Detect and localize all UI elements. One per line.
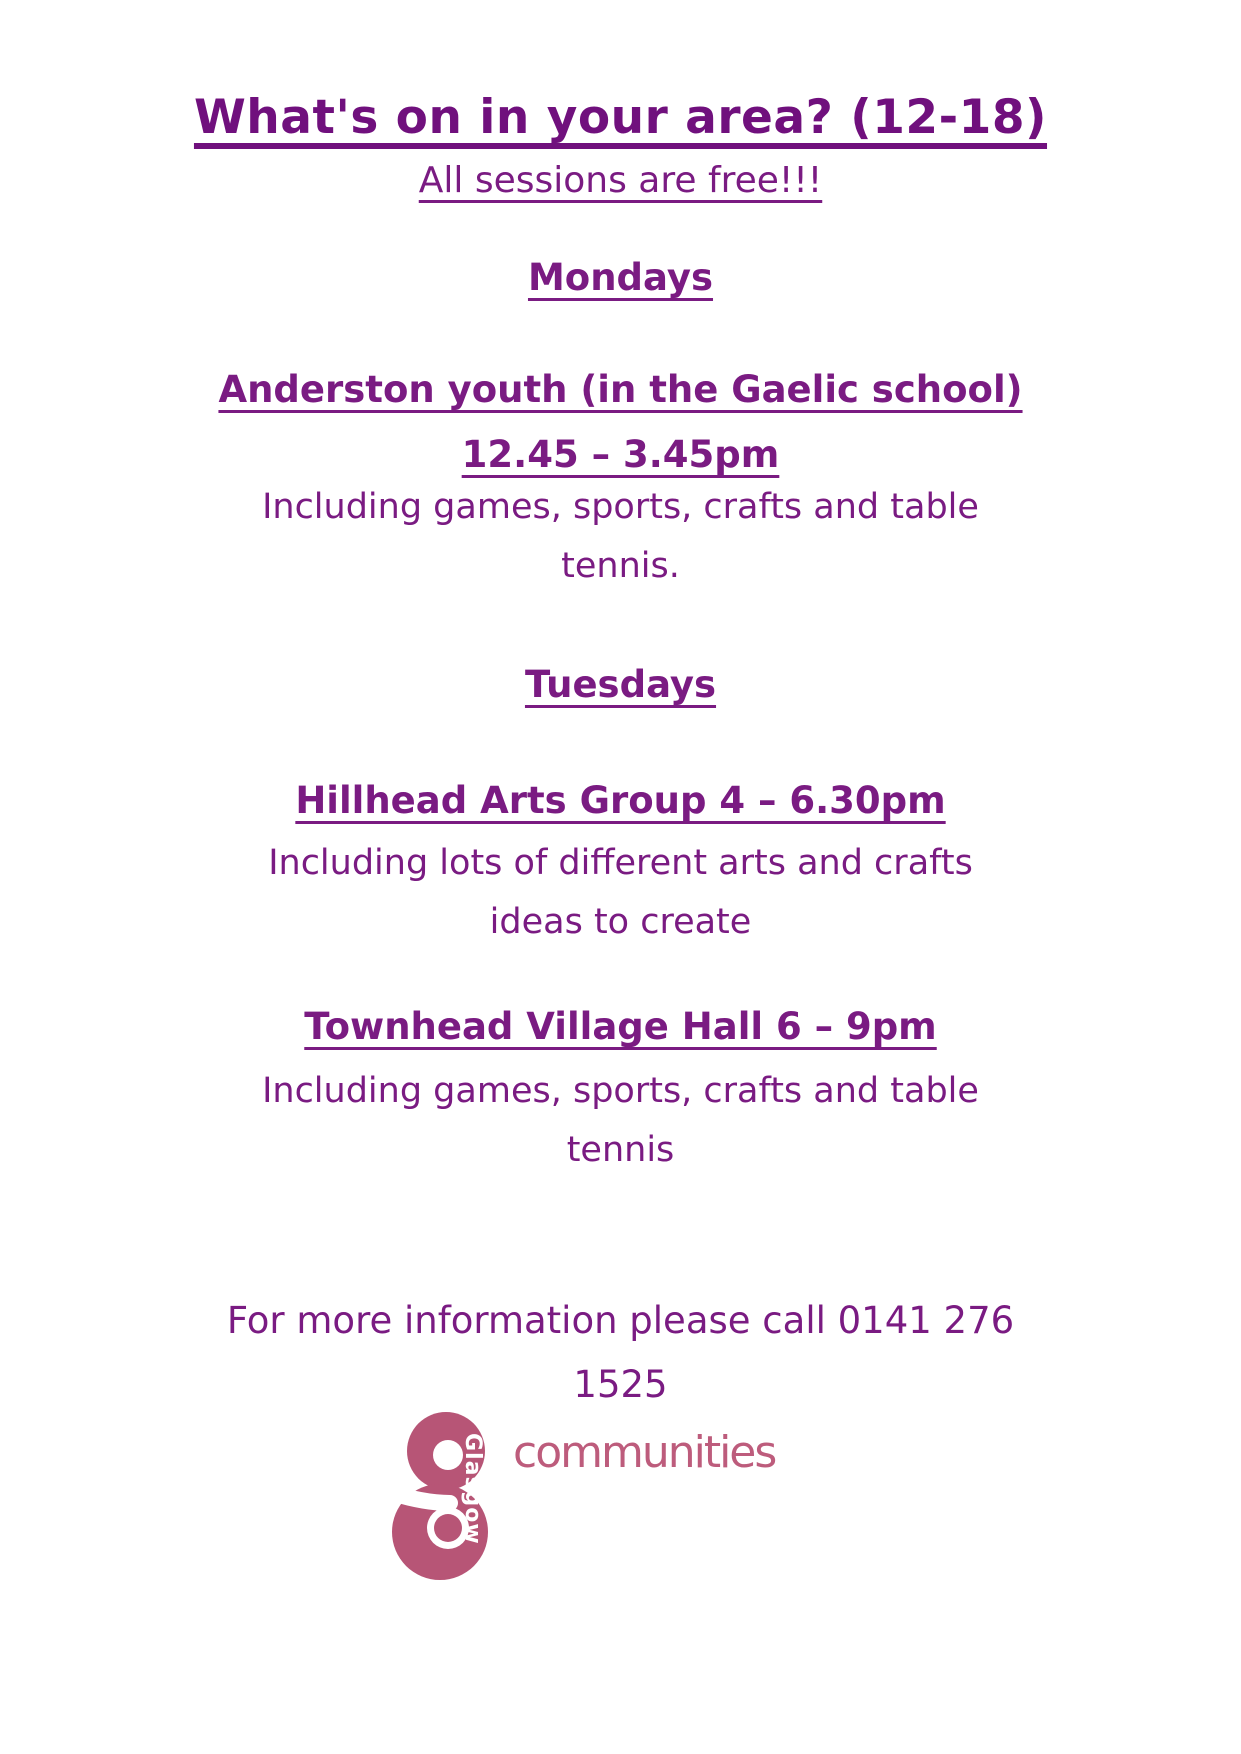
event-name-line — [0, 357, 1241, 422]
event-description-line: ideas to create — [489, 902, 752, 942]
page-title-text: What's on in your area? (12-18) — [193, 90, 1048, 145]
event-description-line: Including games, sports, crafts and table — [262, 1071, 979, 1111]
contact-info-line: For more information please call 0141 276 — [226, 1299, 1015, 1342]
event-heading-townhead — [0, 1005, 1241, 1048]
event-name-text: Townhead Village Hall 6 – 9pm — [304, 1005, 937, 1048]
communities-wordmark: communities — [513, 1427, 776, 1478]
event-description-line: Including lots of different arts and crafts — [268, 843, 973, 883]
day-heading-mondays — [0, 256, 1241, 299]
event-name-text: Hillhead Arts Group 4 – 6.30pm — [295, 779, 946, 822]
event-description-line: tennis — [566, 1130, 675, 1170]
event-heading-anderston — [0, 357, 1241, 487]
glasgow-g-icon — [390, 1405, 505, 1590]
event-description-townhead — [0, 1062, 1241, 1180]
day-heading-tuesdays-text: Tuesdays — [524, 663, 717, 706]
glasgow-vertical-label: Glasgow — [460, 1433, 485, 1545]
glasgow-communities-logo — [390, 1405, 810, 1590]
contact-info-line: 1525 — [573, 1363, 668, 1406]
page-title — [0, 90, 1241, 145]
event-heading-hillhead — [0, 779, 1241, 822]
event-description-anderston — [0, 478, 1241, 596]
event-description-hillhead — [0, 834, 1241, 952]
event-time-text: 12.45 – 3.45pm — [461, 433, 780, 476]
event-description-line: tennis. — [561, 546, 680, 586]
day-heading-mondays-text: Mondays — [527, 256, 714, 299]
day-heading-tuesdays — [0, 663, 1241, 706]
subtitle-text: All sessions are free!!! — [418, 160, 823, 201]
subtitle — [0, 160, 1241, 201]
event-name-text: Anderston youth (in the Gaelic school) — [218, 368, 1023, 411]
event-description-line: Including games, sports, crafts and table — [262, 487, 979, 527]
contact-info — [0, 1289, 1241, 1417]
